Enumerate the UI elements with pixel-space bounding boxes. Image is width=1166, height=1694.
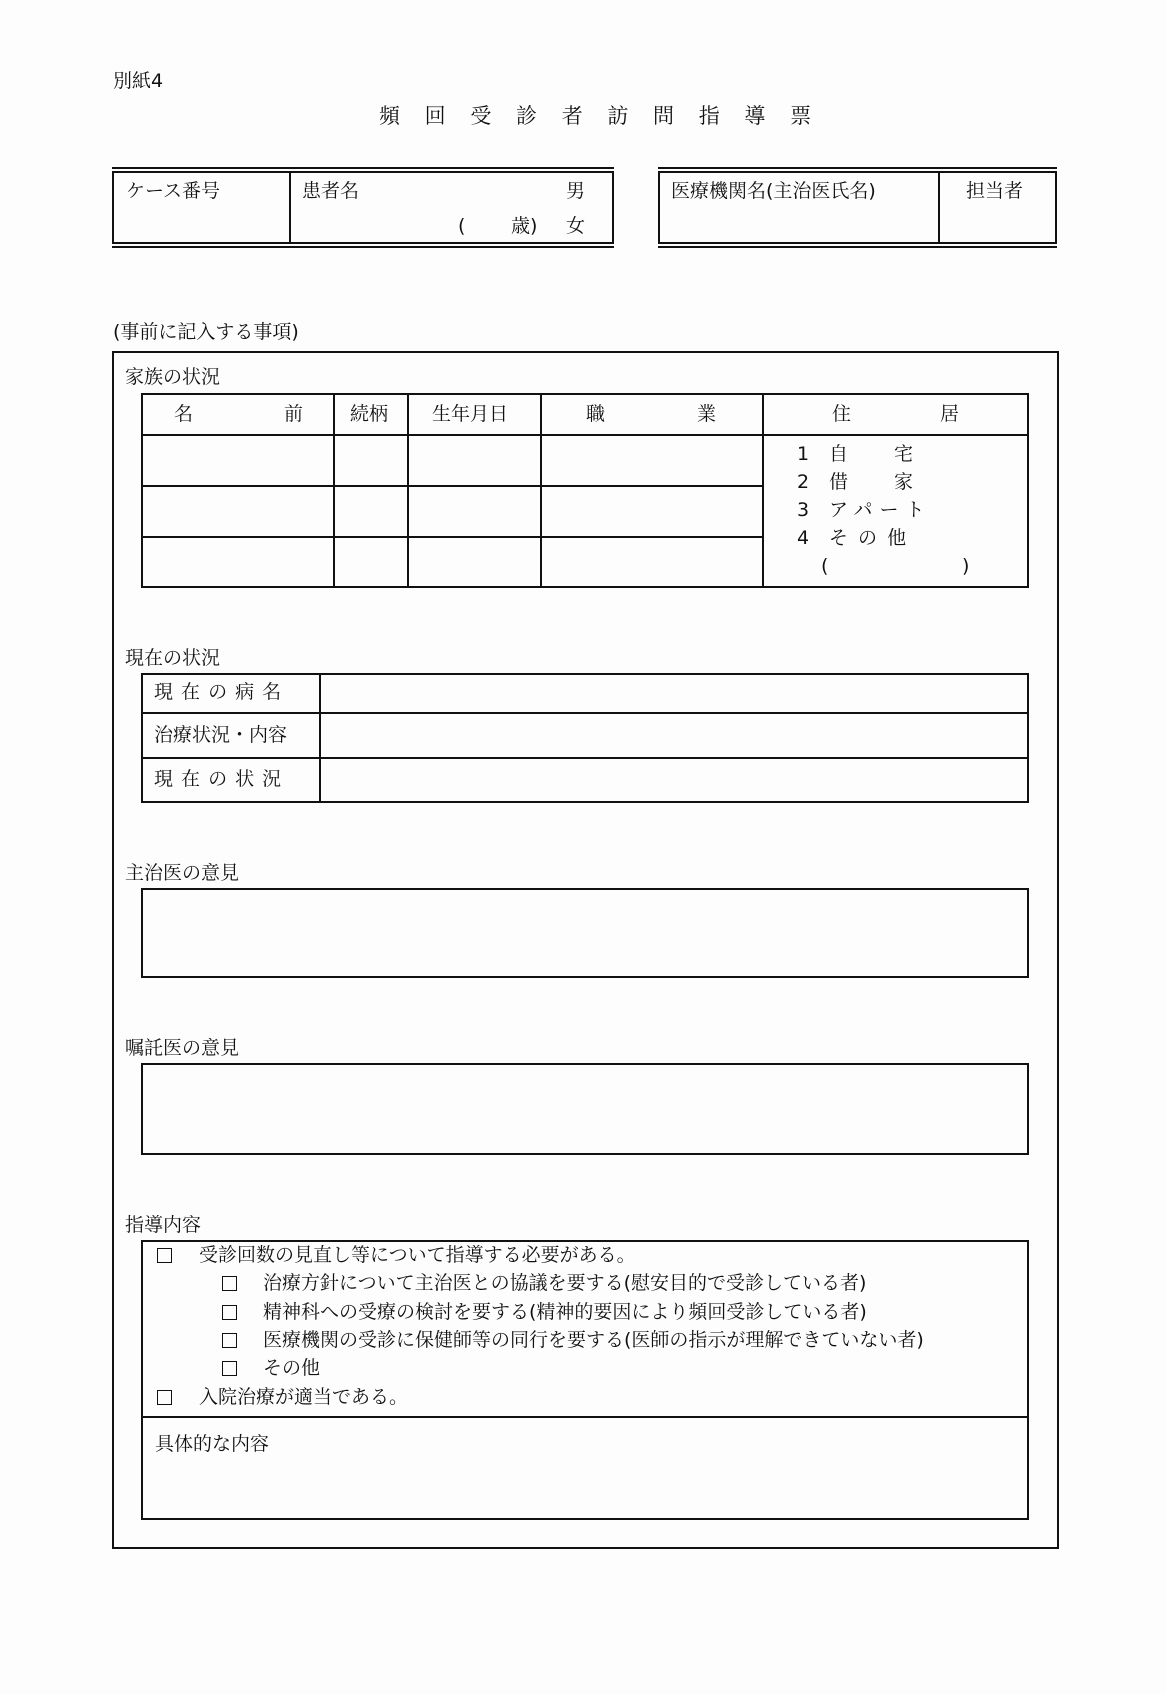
- guidance-item-text: 治療方針について主治医との協議を要する(慰安目的で受診している者): [263, 1272, 867, 1294]
- residence-option-label-2: 家: [894, 471, 914, 493]
- current-section-label: 現在の状況: [125, 647, 221, 669]
- col-header-name-2: 前: [284, 403, 304, 425]
- guidance-item-text: 入院治療が適当である。: [199, 1386, 409, 1408]
- guidance-item-text: 精神科への受療の検討を要する(精神的要因により頻回受診している者): [263, 1301, 867, 1323]
- residence-other-field[interactable]: [835, 553, 955, 579]
- case-number-field[interactable]: [114, 205, 287, 242]
- family-row-3-relation[interactable]: [335, 538, 405, 586]
- guidance-item-text: その他: [263, 1357, 321, 1379]
- institution-field[interactable]: [660, 205, 936, 242]
- family-row-2-occupation[interactable]: [542, 487, 760, 535]
- residence-option-number: 4: [797, 527, 810, 549]
- patient-name-label: 患者名: [302, 180, 360, 202]
- family-row-1-relation[interactable]: [335, 436, 405, 484]
- checkbox[interactable]: [157, 1248, 172, 1263]
- current-status-field[interactable]: [321, 759, 1027, 801]
- attending-opinion-label: 主治医の意見: [125, 862, 240, 884]
- checkbox[interactable]: [222, 1305, 237, 1320]
- family-section-label: 家族の状況: [125, 366, 221, 388]
- family-row-2-relation[interactable]: [335, 487, 405, 535]
- residence-option-label: そ の 他: [829, 527, 909, 549]
- col-header-occupation: 職: [586, 403, 606, 425]
- attachment-label: 別紙4: [113, 70, 164, 92]
- residence-other-close-paren: ): [962, 555, 970, 577]
- residence-option-label: アパート: [829, 499, 932, 521]
- checkbox[interactable]: [222, 1361, 237, 1376]
- prefill-note: (事前に記入する事項): [113, 321, 299, 343]
- checkbox[interactable]: [222, 1276, 237, 1291]
- current-row-label-disease: 現 在 の 病 名: [154, 681, 283, 703]
- staff-label: 担当者: [966, 180, 1024, 202]
- sex-male-option[interactable]: 男: [566, 180, 586, 202]
- consultant-opinion-label: 嘱託医の意見: [125, 1037, 240, 1059]
- col-header-residence-2: 居: [940, 403, 960, 425]
- col-header-residence: 住: [832, 403, 852, 425]
- guidance-section-label: 指導内容: [125, 1214, 202, 1236]
- residence-option-label-2: 宅: [894, 443, 914, 465]
- guidance-item-text: 受診回数の見直し等について指導する必要がある。: [199, 1244, 636, 1266]
- current-row-label-status: 現 在 の 状 況: [154, 768, 283, 790]
- sex-female-option[interactable]: 女: [566, 215, 586, 237]
- family-row-2-name[interactable]: [143, 487, 331, 535]
- col-header-birthdate: 生年月日: [432, 403, 509, 425]
- age-field[interactable]: [470, 212, 510, 240]
- guidance-item-text: 医療機関の受診に保健師等の同行を要する(医師の指示が理解できていない者): [263, 1329, 924, 1351]
- case-number-label: ケース番号: [126, 180, 221, 202]
- col-header-relation: 続柄: [350, 403, 389, 425]
- checkbox[interactable]: [157, 1390, 172, 1405]
- family-row-1-birthdate[interactable]: [409, 436, 538, 484]
- checkbox[interactable]: [222, 1333, 237, 1348]
- institution-label: 医療機関名(主治医氏名): [671, 180, 876, 202]
- residence-option-label: 借: [829, 471, 849, 493]
- details-field[interactable]: [143, 1460, 1027, 1518]
- consultant-opinion-field[interactable]: [141, 1063, 1029, 1155]
- details-label: 具体的な内容: [155, 1433, 270, 1455]
- col-header-name: 名: [174, 403, 194, 425]
- residence-option-number: 2: [797, 471, 810, 493]
- family-row-1-name[interactable]: [143, 436, 331, 484]
- patient-name-field[interactable]: [370, 174, 550, 204]
- residence-option-number: 3: [797, 499, 810, 521]
- family-row-3-name[interactable]: [143, 538, 331, 586]
- family-row-1-occupation[interactable]: [542, 436, 760, 484]
- family-row-2-birthdate[interactable]: [409, 487, 538, 535]
- current-treatment-field[interactable]: [321, 714, 1027, 756]
- col-header-occupation-2: 業: [697, 403, 717, 425]
- age-open-paren: (: [458, 215, 466, 237]
- page-title: 頻 回 受 診 者 訪 問 指 導 票: [379, 104, 821, 128]
- family-row-3-occupation[interactable]: [542, 538, 760, 586]
- current-disease-field[interactable]: [321, 675, 1027, 711]
- residence-other-open-paren: (: [821, 555, 829, 577]
- family-row-3-birthdate[interactable]: [409, 538, 538, 586]
- staff-field[interactable]: [940, 205, 1055, 242]
- age-suffix: 歳): [511, 215, 538, 237]
- attending-opinion-field[interactable]: [141, 888, 1029, 978]
- current-row-label-treatment: 治療状況・内容: [154, 724, 288, 746]
- residence-option-number: 1: [797, 443, 810, 465]
- residence-option-label: 自: [829, 443, 849, 465]
